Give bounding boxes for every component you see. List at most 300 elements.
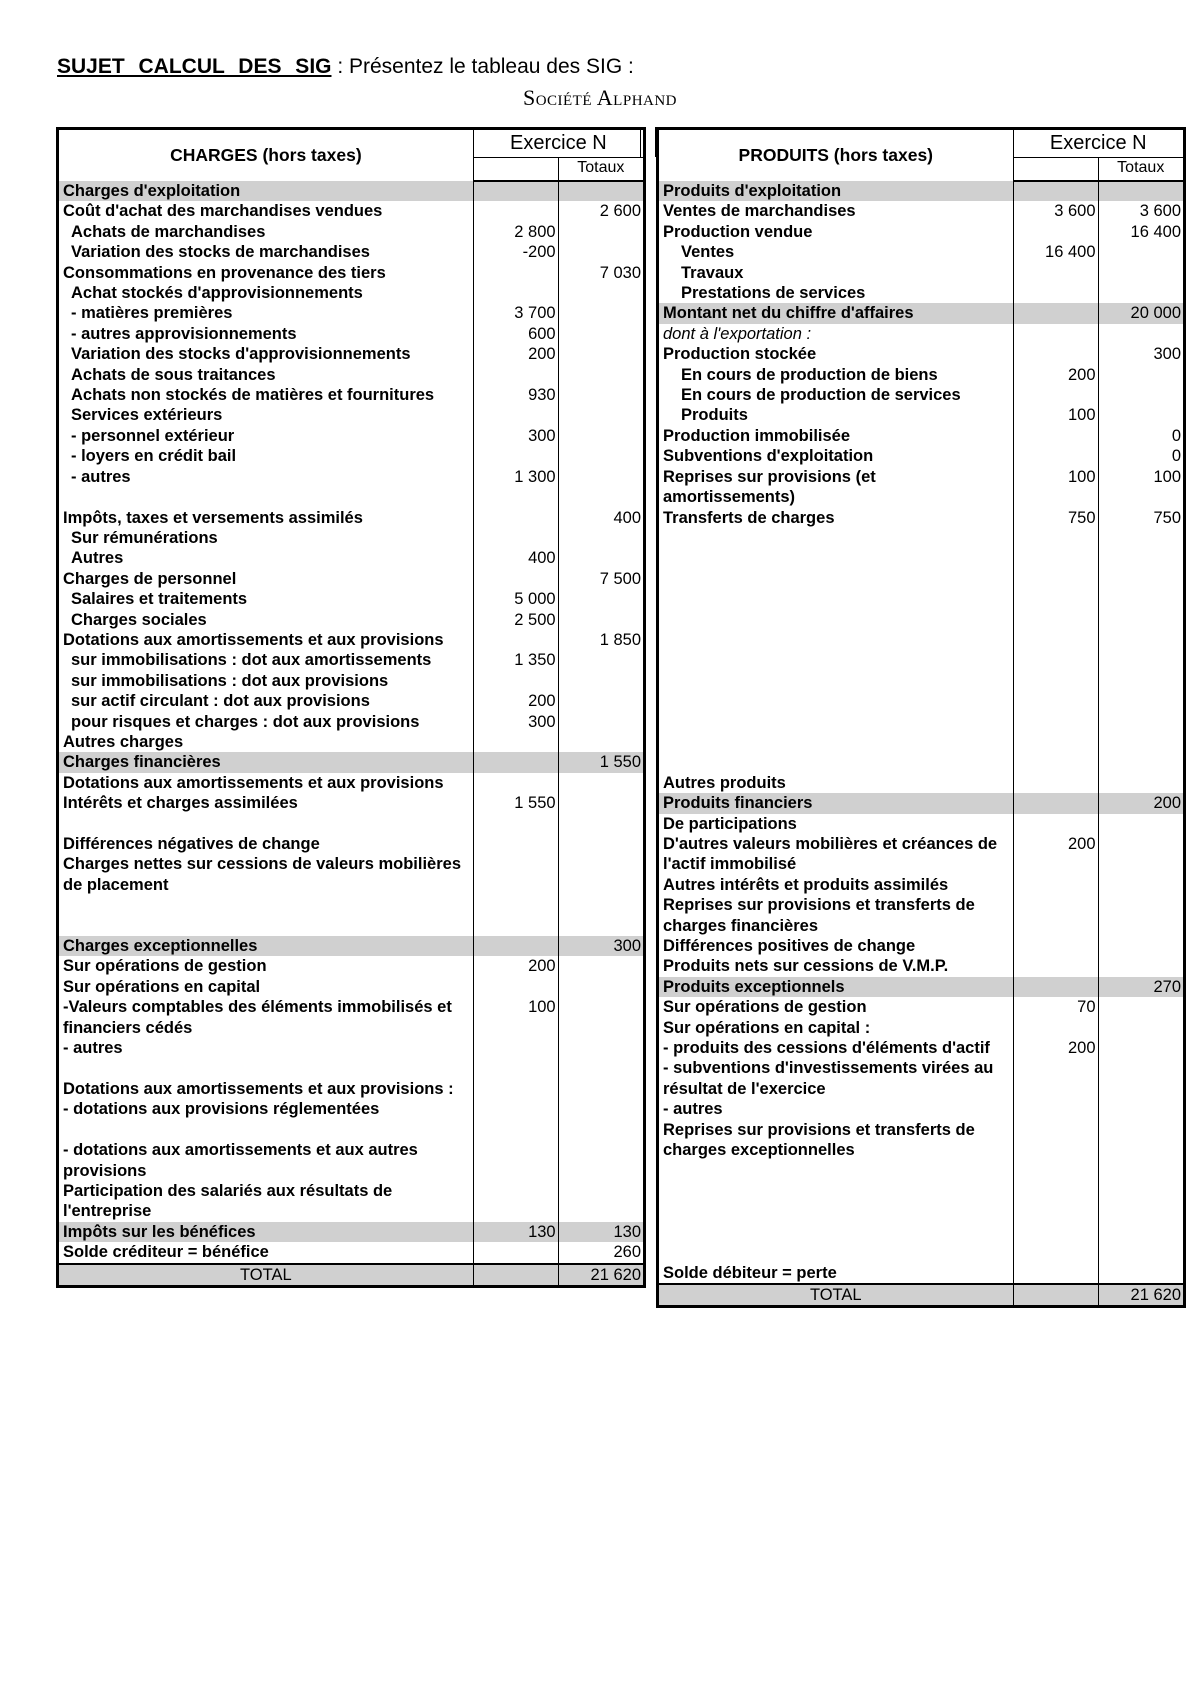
charges-row-label: Intérêts et charges assimilées xyxy=(63,794,298,813)
produits-row-detail: 100 xyxy=(1013,405,1098,425)
produits-row-total xyxy=(1098,773,1183,793)
produits-row-label xyxy=(659,671,1013,691)
produits-row-label: Production vendue xyxy=(663,222,813,241)
subject-title: SUJET CALCUL DES SIG xyxy=(57,55,332,78)
produits-row-detail xyxy=(1013,181,1098,201)
produits-row-label xyxy=(659,650,1013,670)
produits-row-label xyxy=(659,1201,1013,1221)
charges-row-total xyxy=(558,1120,643,1140)
produits-row xyxy=(659,977,1183,997)
charges-row-label: - dotations aux provisions réglementées xyxy=(63,1100,380,1119)
charges-row-label: - autres approvisionnements xyxy=(71,324,297,343)
charges-row-detail xyxy=(473,487,558,507)
charges-row-label: Charges nettes sur cessions de valeurs mobilières de placement xyxy=(63,855,462,894)
charges-detail-header xyxy=(473,158,558,182)
charges-table xyxy=(56,127,646,1288)
charges-row-detail xyxy=(473,1058,558,1078)
produits-row-label xyxy=(659,1222,1013,1242)
charges-row-detail: 3 700 xyxy=(473,303,558,323)
charges-row-detail xyxy=(473,1140,558,1181)
produits-row-total: 100 xyxy=(1098,467,1183,508)
charges-row-label: TOTAL xyxy=(59,1264,473,1285)
charges-row-label: -Valeurs comptables des éléments immobilisés et financiers cédés xyxy=(63,998,452,1037)
produits-row-detail xyxy=(1013,1099,1098,1119)
produits-row-total: 0 xyxy=(1098,426,1183,446)
produits-row xyxy=(659,1242,1183,1262)
charges-row-total xyxy=(558,528,643,548)
produits-row-total xyxy=(1098,752,1183,772)
produits-row xyxy=(659,671,1183,691)
produits-row-label xyxy=(659,1242,1013,1262)
charges-row-total: 1 550 xyxy=(558,752,643,772)
produits-row-detail xyxy=(1013,977,1098,997)
produits-row xyxy=(659,1222,1183,1242)
charges-row-total xyxy=(558,1079,643,1099)
charges-row-detail: 400 xyxy=(473,548,558,568)
produits-row-detail xyxy=(1013,528,1098,548)
charges-row-label xyxy=(59,1120,473,1140)
produits-row xyxy=(659,426,1183,446)
charges-row-label: - matières premières xyxy=(71,304,233,323)
produits-row-total: 21 620 xyxy=(1098,1284,1183,1305)
produits-row-label: - autres xyxy=(663,1100,723,1119)
charges-row xyxy=(59,956,643,976)
produits-row-total: 300 xyxy=(1098,344,1183,364)
charges-row-total xyxy=(558,487,643,507)
charges-row-detail: 2 800 xyxy=(473,222,558,242)
produits-row-total xyxy=(1098,1099,1183,1119)
produits-row-label: Sur opérations en capital : xyxy=(663,1018,871,1037)
charges-row-label xyxy=(59,895,473,915)
charges-row-total xyxy=(558,916,643,936)
charges-row-label: Impôts sur les bénéfices xyxy=(59,1222,473,1242)
produits-row xyxy=(659,1263,1183,1284)
produits-row-detail xyxy=(1013,610,1098,630)
produits-row-detail: 200 xyxy=(1013,834,1098,875)
charges-row xyxy=(59,712,643,732)
produits-row-detail xyxy=(1013,712,1098,732)
charges-row xyxy=(59,1099,643,1119)
charges-row-detail: 1 300 xyxy=(473,467,558,487)
charges-row-detail: 930 xyxy=(473,385,558,405)
produits-row-detail: 3 600 xyxy=(1013,201,1098,221)
charges-row-total xyxy=(558,895,643,915)
produits-row-label: Subventions d'exploitation xyxy=(663,447,874,466)
charges-row-label xyxy=(59,916,473,936)
produits-row-detail xyxy=(1013,732,1098,752)
charges-row xyxy=(59,752,643,772)
charges-row-total xyxy=(558,181,643,201)
produits-row-label: Différences positives de change xyxy=(663,937,916,956)
charges-row-label: - loyers en crédit bail xyxy=(71,447,237,466)
produits-row-total xyxy=(1098,1161,1183,1181)
charges-row xyxy=(59,548,643,568)
charges-row xyxy=(59,487,643,507)
charges-row xyxy=(59,1264,643,1285)
charges-header: CHARGES (hors taxes) xyxy=(170,145,362,166)
produits-row-label xyxy=(659,1161,1013,1181)
produits-row xyxy=(659,895,1183,936)
charges-row-label: Achats de marchandises xyxy=(71,222,266,241)
produits-table xyxy=(656,127,1186,1308)
charges-row xyxy=(59,691,643,711)
charges-row xyxy=(59,365,643,385)
produits-row xyxy=(659,1161,1183,1181)
charges-row xyxy=(59,426,643,446)
charges-row xyxy=(59,242,643,262)
produits-row-total xyxy=(1098,385,1183,405)
produits-row xyxy=(659,630,1183,650)
produits-row-label: Reprises sur provisions et transferts de charges financières xyxy=(663,896,975,935)
charges-row xyxy=(59,732,643,752)
produits-row-label xyxy=(659,691,1013,711)
produits-row-total xyxy=(1098,1263,1183,1284)
charges-row-total xyxy=(558,283,643,303)
produits-row-total: 270 xyxy=(1098,977,1183,997)
charges-row-label: Sur opérations de gestion xyxy=(63,957,267,976)
charges-row-label: Sur rémunérations xyxy=(71,528,218,547)
charges-row-detail xyxy=(473,1264,558,1285)
charges-row-detail: 200 xyxy=(473,344,558,364)
charges-row-total xyxy=(558,385,643,405)
produits-row-detail xyxy=(1013,1242,1098,1262)
produits-row-detail xyxy=(1013,344,1098,364)
produits-row-total: 200 xyxy=(1098,793,1183,813)
charges-row xyxy=(59,610,643,630)
charges-row-detail xyxy=(473,569,558,589)
produits-row-detail: 100 xyxy=(1013,467,1098,508)
page-heading xyxy=(57,55,634,79)
produits-row-detail xyxy=(1013,1201,1098,1221)
produits-row-total xyxy=(1098,1018,1183,1038)
charges-row-detail: 600 xyxy=(473,324,558,344)
produits-row-total: 16 400 xyxy=(1098,222,1183,242)
charges-row-label: Salaires et traitements xyxy=(71,590,248,609)
charges-row xyxy=(59,385,643,405)
charges-row-detail xyxy=(473,446,558,466)
charges-row-total: 400 xyxy=(558,508,643,528)
produits-row-total: 0 xyxy=(1098,446,1183,466)
charges-row-label: Achats non stockés de matières et fournitures xyxy=(71,386,435,405)
produits-row-label: Produits d'exploitation xyxy=(659,181,1013,201)
charges-row-total: 130 xyxy=(558,1222,643,1242)
charges-row-label xyxy=(59,814,473,834)
charges-row-total xyxy=(558,650,643,670)
produits-row-label: Reprises sur provisions et transferts de charges exceptionnelles xyxy=(663,1120,975,1160)
produits-row-label: TOTAL xyxy=(659,1284,1013,1305)
charges-row-detail: 5 000 xyxy=(473,589,558,609)
produits-row xyxy=(659,691,1183,711)
charges-row-detail xyxy=(473,1038,558,1058)
charges-row-label: Sur opérations en capital xyxy=(63,977,261,996)
produits-row-total xyxy=(1098,610,1183,630)
charges-row-total xyxy=(558,222,643,242)
produits-row xyxy=(659,467,1183,508)
charges-row-detail xyxy=(473,528,558,548)
produits-row-detail xyxy=(1013,222,1098,242)
produits-row-total: 3 600 xyxy=(1098,201,1183,221)
charges-row-detail: 2 500 xyxy=(473,610,558,630)
produits-row-label xyxy=(659,752,1013,772)
produits-row-total xyxy=(1098,814,1183,834)
produits-row-detail: 750 xyxy=(1013,508,1098,528)
produits-row xyxy=(659,936,1183,956)
produits-row-total: 750 xyxy=(1098,508,1183,528)
charges-row xyxy=(59,222,643,242)
produits-row-total xyxy=(1098,1120,1183,1161)
charges-row-label: Autres xyxy=(71,549,124,568)
produits-row-label: Autres produits xyxy=(663,773,786,792)
charges-row-detail: 200 xyxy=(473,956,558,976)
charges-row-label: Dotations aux amortissements et aux provisions xyxy=(63,630,444,649)
produits-row xyxy=(659,1099,1183,1119)
produits-row-total xyxy=(1098,1201,1183,1221)
charges-row-label xyxy=(59,1058,473,1078)
produits-row-label: Produits financiers xyxy=(659,793,1013,813)
produits-row-label: Reprises sur provisions (et amortissements) xyxy=(663,467,876,507)
charges-row xyxy=(59,303,643,323)
charges-row-detail: 1 350 xyxy=(473,650,558,670)
produits-row-detail xyxy=(1013,385,1098,405)
charges-row-total xyxy=(558,854,643,895)
produits-row xyxy=(659,773,1183,793)
charges-row-total xyxy=(558,1038,643,1058)
charges-row-label: Charges financières xyxy=(59,752,473,772)
charges-row xyxy=(59,814,643,834)
produits-row-total xyxy=(1098,936,1183,956)
charges-row-label: sur immobilisations : dot aux amortissements xyxy=(71,651,432,670)
produits-row-label: En cours de production de biens xyxy=(681,365,938,384)
charges-row-label: pour risques et charges : dot aux provisions xyxy=(71,712,420,731)
charges-row-label: Charges sociales xyxy=(71,610,207,629)
produits-row-total xyxy=(1098,181,1183,201)
charges-row-total xyxy=(558,1181,643,1222)
charges-row-total: 260 xyxy=(558,1242,643,1263)
charges-row-label: Participation des salariés aux résultats de l'entreprise xyxy=(63,1181,393,1221)
charges-row-total xyxy=(558,548,643,568)
charges-row-detail xyxy=(473,834,558,854)
charges-row-total xyxy=(558,793,643,813)
produits-row-detail xyxy=(1013,283,1098,303)
produits-row xyxy=(659,712,1183,732)
produits-row xyxy=(659,508,1183,528)
charges-row xyxy=(59,1120,643,1140)
charges-row-label: Variation des stocks de marchandises xyxy=(71,243,370,262)
produits-row-label xyxy=(659,548,1013,568)
charges-row xyxy=(59,263,643,283)
produits-row-total xyxy=(1098,1058,1183,1099)
charges-row-label: - autres xyxy=(63,1039,123,1058)
produits-row-label: Produits nets sur cessions de V.M.P. xyxy=(663,957,949,976)
produits-row-total xyxy=(1098,671,1183,691)
charges-row xyxy=(59,1079,643,1099)
charges-row xyxy=(59,936,643,956)
charges-row xyxy=(59,344,643,364)
charges-row-total xyxy=(558,365,643,385)
produits-row-total xyxy=(1098,875,1183,895)
produits-row-label: De participations xyxy=(663,814,797,833)
charges-row-detail xyxy=(473,773,558,793)
produits-row-label: Solde débiteur = perte xyxy=(663,1263,837,1282)
produits-row-label xyxy=(659,569,1013,589)
produits-row xyxy=(659,1120,1183,1161)
charges-row xyxy=(59,1222,643,1242)
charges-row xyxy=(59,834,643,854)
charges-row-detail xyxy=(473,508,558,528)
charges-row-detail: 100 xyxy=(473,997,558,1038)
charges-row-detail: 300 xyxy=(473,426,558,446)
produits-row-total xyxy=(1098,528,1183,548)
charges-row-total: 1 850 xyxy=(558,630,643,650)
charges-row-detail xyxy=(473,1181,558,1222)
charges-row-detail: 130 xyxy=(473,1222,558,1242)
charges-row-label: Autres charges xyxy=(63,732,184,751)
charges-row xyxy=(59,854,643,895)
charges-row-label: - autres xyxy=(71,467,131,486)
produits-row-detail xyxy=(1013,263,1098,283)
produits-row xyxy=(659,344,1183,364)
charges-row-detail xyxy=(473,977,558,997)
charges-row-total xyxy=(558,1140,643,1181)
produits-row-detail xyxy=(1013,569,1098,589)
charges-totaux-header: Totaux xyxy=(558,158,643,182)
charges-row-detail xyxy=(473,936,558,956)
charges-row-label: Achat stockés d'approvisionnements xyxy=(71,284,363,303)
produits-row-detail xyxy=(1013,426,1098,446)
charges-row xyxy=(59,773,643,793)
produits-row xyxy=(659,1058,1183,1099)
charges-row-total xyxy=(558,405,643,425)
charges-row-detail: 300 xyxy=(473,712,558,732)
produits-row-total xyxy=(1098,1242,1183,1262)
charges-row-total: 300 xyxy=(558,936,643,956)
charges-row-detail: -200 xyxy=(473,242,558,262)
produits-row-label: Ventes de marchandises xyxy=(663,202,856,221)
produits-row-detail xyxy=(1013,1120,1098,1161)
charges-row-label: Consommations en provenance des tiers xyxy=(63,263,386,282)
charges-row xyxy=(59,1058,643,1078)
produits-header: PRODUITS (hors taxes) xyxy=(738,145,933,166)
charges-row-total: 7 500 xyxy=(558,569,643,589)
charges-row xyxy=(59,997,643,1038)
produits-row xyxy=(659,956,1183,976)
charges-row-total xyxy=(558,814,643,834)
produits-row-total xyxy=(1098,589,1183,609)
produits-row-label xyxy=(659,610,1013,630)
produits-row-detail: 200 xyxy=(1013,365,1098,385)
produits-row-label xyxy=(659,528,1013,548)
produits-row-label: Ventes xyxy=(681,243,735,262)
produits-row-total xyxy=(1098,324,1183,344)
produits-row-detail xyxy=(1013,814,1098,834)
produits-row-total xyxy=(1098,242,1183,262)
produits-row-total xyxy=(1098,956,1183,976)
produits-row-detail xyxy=(1013,324,1098,344)
charges-row-detail xyxy=(473,181,558,201)
charges-row-total xyxy=(558,691,643,711)
produits-row-detail: 200 xyxy=(1013,1038,1098,1058)
produits-row-total xyxy=(1098,997,1183,1017)
produits-row-total xyxy=(1098,1038,1183,1058)
produits-row-detail xyxy=(1013,875,1098,895)
charges-row-total xyxy=(558,242,643,262)
charges-row xyxy=(59,508,643,528)
produits-row xyxy=(659,1038,1183,1058)
produits-row-total xyxy=(1098,732,1183,752)
produits-row-label: En cours de production de services xyxy=(681,386,961,405)
charges-row xyxy=(59,895,643,915)
charges-row xyxy=(59,630,643,650)
produits-row xyxy=(659,752,1183,772)
produits-row-detail xyxy=(1013,1284,1098,1305)
charges-row-label: Variation des stocks d'approvisionnements xyxy=(71,345,411,364)
charges-row xyxy=(59,793,643,813)
produits-row-detail xyxy=(1013,303,1098,323)
produits-row xyxy=(659,589,1183,609)
produits-row-detail xyxy=(1013,793,1098,813)
charges-row xyxy=(59,181,643,201)
company-name: Société Alphand xyxy=(522,85,678,110)
produits-row-detail xyxy=(1013,752,1098,772)
produits-row xyxy=(659,793,1183,813)
charges-row xyxy=(59,528,643,548)
charges-row-detail xyxy=(473,895,558,915)
produits-row-detail xyxy=(1013,650,1098,670)
charges-row-total xyxy=(558,1099,643,1119)
charges-row-label: Charges exceptionnelles xyxy=(59,936,473,956)
produits-row-total xyxy=(1098,895,1183,936)
produits-row-detail xyxy=(1013,956,1098,976)
produits-row xyxy=(659,1181,1183,1201)
produits-row-total xyxy=(1098,283,1183,303)
charges-row-detail xyxy=(473,1099,558,1119)
produits-row-total xyxy=(1098,548,1183,568)
charges-row-label: Achats de sous traitances xyxy=(71,365,276,384)
charges-row-label: sur actif circulant : dot aux provisions xyxy=(71,692,370,711)
produits-row-total xyxy=(1098,405,1183,425)
produits-row-detail xyxy=(1013,936,1098,956)
produits-row xyxy=(659,1018,1183,1038)
produits-row xyxy=(659,263,1183,283)
produits-row xyxy=(659,446,1183,466)
produits-row-detail: 16 400 xyxy=(1013,242,1098,262)
charges-row-detail xyxy=(473,630,558,650)
charges-row-total xyxy=(558,467,643,487)
produits-row xyxy=(659,569,1183,589)
produits-row-label: Produits exceptionnels xyxy=(659,977,1013,997)
charges-row-detail xyxy=(473,752,558,772)
produits-row-detail xyxy=(1013,446,1098,466)
produits-row-detail xyxy=(1013,1161,1098,1181)
charges-row-total: 7 030 xyxy=(558,263,643,283)
charges-row-total xyxy=(558,344,643,364)
charges-row-label: Impôts, taxes et versements assimilés xyxy=(63,508,363,527)
produits-row-label xyxy=(659,630,1013,650)
produits-row xyxy=(659,181,1183,201)
produits-row xyxy=(659,242,1183,262)
charges-row xyxy=(59,1038,643,1058)
produits-row-detail xyxy=(1013,671,1098,691)
charges-row-label: Charges de personnel xyxy=(63,569,237,588)
charges-row-total xyxy=(558,773,643,793)
charges-row xyxy=(59,405,643,425)
charges-row-total xyxy=(558,977,643,997)
produits-row-total xyxy=(1098,650,1183,670)
charges-row-label: sur immobilisations : dot aux provisions xyxy=(71,671,389,690)
produits-row-detail xyxy=(1013,1181,1098,1201)
produits-row-total xyxy=(1098,834,1183,875)
charges-row-detail xyxy=(473,1120,558,1140)
